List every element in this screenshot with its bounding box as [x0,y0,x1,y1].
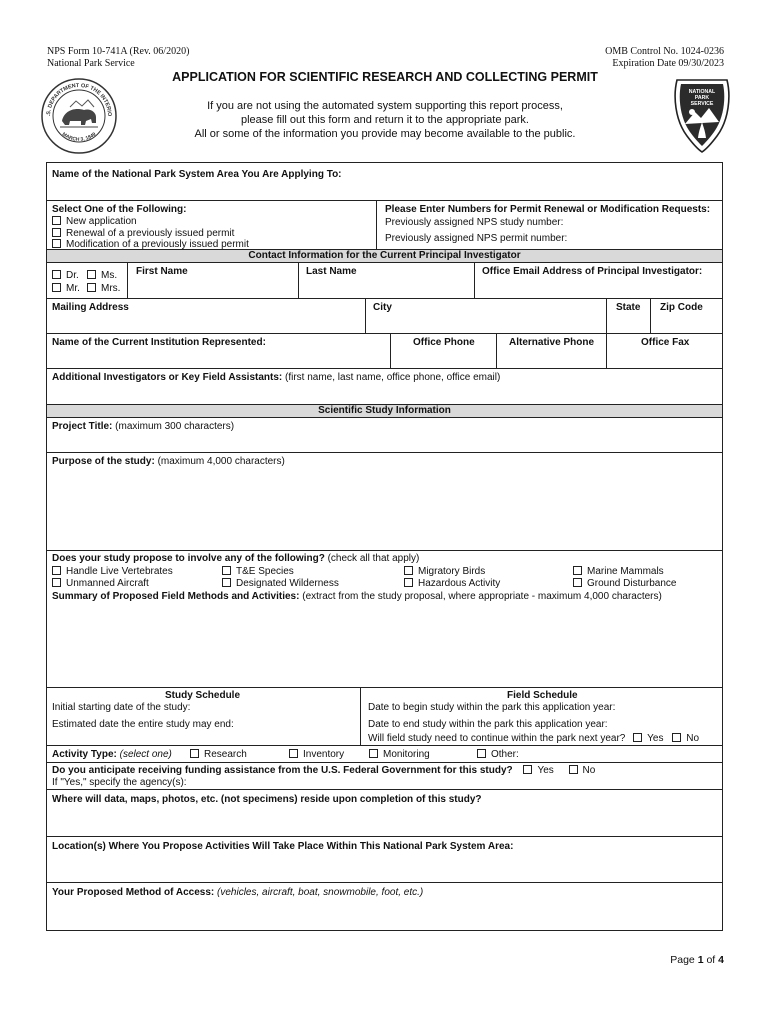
activity-type-hint: (select one) [119,749,172,760]
continue-no-checkbox[interactable] [672,733,681,742]
institution-row [47,334,722,369]
office-phone-field[interactable]: Office Phone [413,337,475,348]
instruction-line: If you are not using the automated system supporting this report process, [207,100,563,112]
involvement-and-summary [47,551,722,688]
activity-type-label: Activity Type: [52,749,117,760]
divider [360,688,361,745]
option-designated-wilderness[interactable]: Designated Wilderness [222,578,339,590]
name-row [47,263,722,299]
option-handle-live-vertebrates[interactable]: Handle Live Vertebrates [52,566,173,578]
title-mrs[interactable]: Mrs. [87,283,120,295]
svg-text:U.S. DEPARTMENT OF THE INTERIO: .S. DEPARTMENT OF THE INTERIO [45,82,113,117]
checkbox[interactable] [573,566,582,575]
project-title-field[interactable] [47,418,722,453]
divider [127,263,128,298]
study-number-field[interactable]: Previously assigned NPS study number: [385,217,564,228]
field-schedule-heading: Field Schedule [507,690,578,701]
study-section-header: Scientific Study Information [47,405,722,418]
checkbox[interactable] [190,749,199,758]
form-id-block [47,46,189,70]
divider [376,201,377,249]
additional-investigators-hint: (first name, last name, office phone, office email) [285,372,501,383]
form-number: NPS Form 10-741A (Rev. 06/2020) [47,46,190,57]
divider [496,334,497,368]
additional-investigators-field[interactable] [47,369,722,405]
data-location-field[interactable] [47,790,722,837]
checkbox[interactable] [87,270,96,279]
access-method-label: Your Proposed Method of Access: [52,887,215,898]
data-location-label: Where will data, maps, photos, etc. (not specimens) reside upon completion of this study? [52,794,482,805]
city-field[interactable]: City [373,302,392,313]
agency-name: National Park Service [47,58,135,69]
access-method-hint: (vehicles, aircraft, boat, snowmobile, foot, etc.) [217,887,424,898]
summary-field[interactable] [52,591,662,603]
institution-field[interactable]: Name of the Current Institution Represented: [52,337,266,348]
funding-question: Do you anticipate receiving funding assistance from the U.S. Federal Government for this study? [52,765,513,776]
activity-monitoring[interactable]: Monitoring [369,749,430,761]
schedule-row [47,688,722,746]
checkbox[interactable] [52,283,61,292]
purpose-hint: (maximum 4,000 characters) [157,456,285,467]
last-name-field[interactable]: Last Name [306,266,357,277]
expiration-date: Expiration Date 09/30/2023 [612,58,724,69]
checkbox[interactable] [369,749,378,758]
svg-text:MARCH 3, 1849: MARCH 3, 1849 [60,131,98,143]
form-title: APPLICATION FOR SCIENTIFIC RESEARCH AND COLLECTING PERMIT [172,70,598,84]
instruction-line: please fill out this form and return it to the appropriate park. [241,114,529,126]
involve-label: Does your study propose to involve any of the following? [52,553,325,564]
alternative-phone-field[interactable]: Alternative Phone [509,337,595,348]
additional-investigators-label: Additional Investigators or Key Field Assistants: [52,372,283,383]
page-number: Page 1 of 4 [670,954,724,966]
divider [606,334,607,368]
option-renewal[interactable]: Renewal of a previously issued permit [52,228,234,240]
continue-next-year: Will field study need to continue within the park next year? Yes No [368,733,700,744]
state-field[interactable]: State [616,302,641,313]
omb-control: OMB Control No. 1024-0236 [605,46,724,57]
divider [365,299,366,333]
checkbox[interactable] [222,578,231,587]
activity-research[interactable]: Research [190,749,247,761]
end-date-field[interactable]: Estimated date the entire study may end: [52,719,234,730]
svg-text:PARK: PARK [694,95,710,101]
field-begin-date[interactable]: Date to begin study within the park this application year: [368,702,616,713]
svg-text:SERVICE: SERVICE [690,101,714,107]
continue-question: Will field study need to continue within the park next year? [368,733,626,744]
continue-yes-checkbox[interactable] [633,733,642,742]
checkbox[interactable] [404,566,413,575]
contact-section-header: Contact Information for the Current Principal Investigator [47,250,722,263]
divider [650,299,651,333]
activity-other[interactable]: Other: [477,749,519,761]
funding-yes-checkbox[interactable] [523,765,532,774]
checkbox[interactable] [52,566,61,575]
divider [606,299,607,333]
address-row [47,299,722,334]
option-migratory-birds[interactable]: Migratory Birds [404,566,485,578]
involve-hint: (check all that apply) [327,553,420,564]
checkbox[interactable] [404,578,413,587]
option-marine-mammals[interactable]: Marine Mammals [573,566,664,578]
checkbox[interactable] [87,283,96,292]
checkbox[interactable] [52,578,61,587]
field-end-date[interactable]: Date to end study within the park this application year: [368,719,608,730]
permit-form [46,162,723,931]
activity-locations-field[interactable] [47,837,722,883]
summary-label: Summary of Proposed Field Methods and Activities: [52,591,300,602]
summary-hint: (extract from the study proposal, where appropriate - maximum 4,000 characters) [302,591,662,602]
svg-text:NATIONAL: NATIONAL [688,89,716,95]
mailing-address-field[interactable]: Mailing Address [52,302,129,313]
divider [474,263,475,298]
access-method-field[interactable] [47,883,722,930]
option-te-species[interactable]: T&E Species [222,566,294,578]
instruction-line: All or some of the information you provide may become available to the public. [194,128,576,140]
study-schedule-heading: Study Schedule [165,690,241,701]
activity-inventory[interactable]: Inventory [289,749,344,761]
title-dr[interactable]: Dr. [52,270,79,282]
checkbox[interactable] [52,239,61,248]
select-one-label: Select One of the Following: [52,204,187,215]
permit-number-field[interactable]: Previously assigned NPS permit number: [385,233,568,244]
divider [298,263,299,298]
purpose-label: Purpose of the study: [52,456,155,467]
option-hazardous-activity[interactable]: Hazardous Activity [404,578,500,590]
purpose-field[interactable] [47,453,722,551]
email-field[interactable]: Office Email Address of Principal Investigator: [482,266,703,277]
checkbox[interactable] [52,228,61,237]
renewal-label: Please Enter Numbers for Permit Renewal or Modification Requests: [385,204,711,215]
project-title-label: Project Title: [52,421,113,432]
office-fax-field[interactable]: Office Fax [641,337,690,348]
initial-date-field[interactable]: Initial starting date of the study: [52,702,191,713]
title-mr[interactable]: Mr. [52,283,80,295]
park-area-field[interactable] [47,163,722,201]
project-title-hint: (maximum 300 characters) [115,421,235,432]
first-name-field[interactable]: First Name [136,266,188,277]
option-modification[interactable]: Modification of a previously issued permit [52,239,249,251]
application-type-row [47,201,722,250]
funding-no-checkbox[interactable] [569,765,578,774]
option-ground-disturbance[interactable]: Ground Disturbance [573,578,677,590]
checkbox[interactable] [289,749,298,758]
title-ms[interactable]: Ms. [87,270,117,282]
funding-agency-field[interactable]: If "Yes," specify the agency(s): [52,777,187,788]
checkbox[interactable] [573,578,582,587]
divider [390,334,391,368]
park-area-label: Name of the National Park System Area You Are Applying To: [52,169,342,180]
checkbox[interactable] [52,270,61,279]
omb-block [605,46,724,70]
option-unmanned-aircraft[interactable]: Unmanned Aircraft [52,578,149,590]
checkbox[interactable] [477,749,486,758]
instructions [0,99,770,141]
funding-row: Do you anticipate receiving funding assistance from the U.S. Federal Government for this study? Yes No If "Yes," specify the agency(s): [47,763,722,790]
checkbox[interactable] [222,566,231,575]
checkbox[interactable] [52,216,61,225]
activity-locations-label: Location(s) Where You Propose Activities Will Take Place Within This National Park System Area: [52,841,514,852]
activity-type-row [47,746,722,763]
zip-field[interactable]: Zip Code [660,302,703,313]
option-new-application[interactable]: New application [52,216,137,228]
